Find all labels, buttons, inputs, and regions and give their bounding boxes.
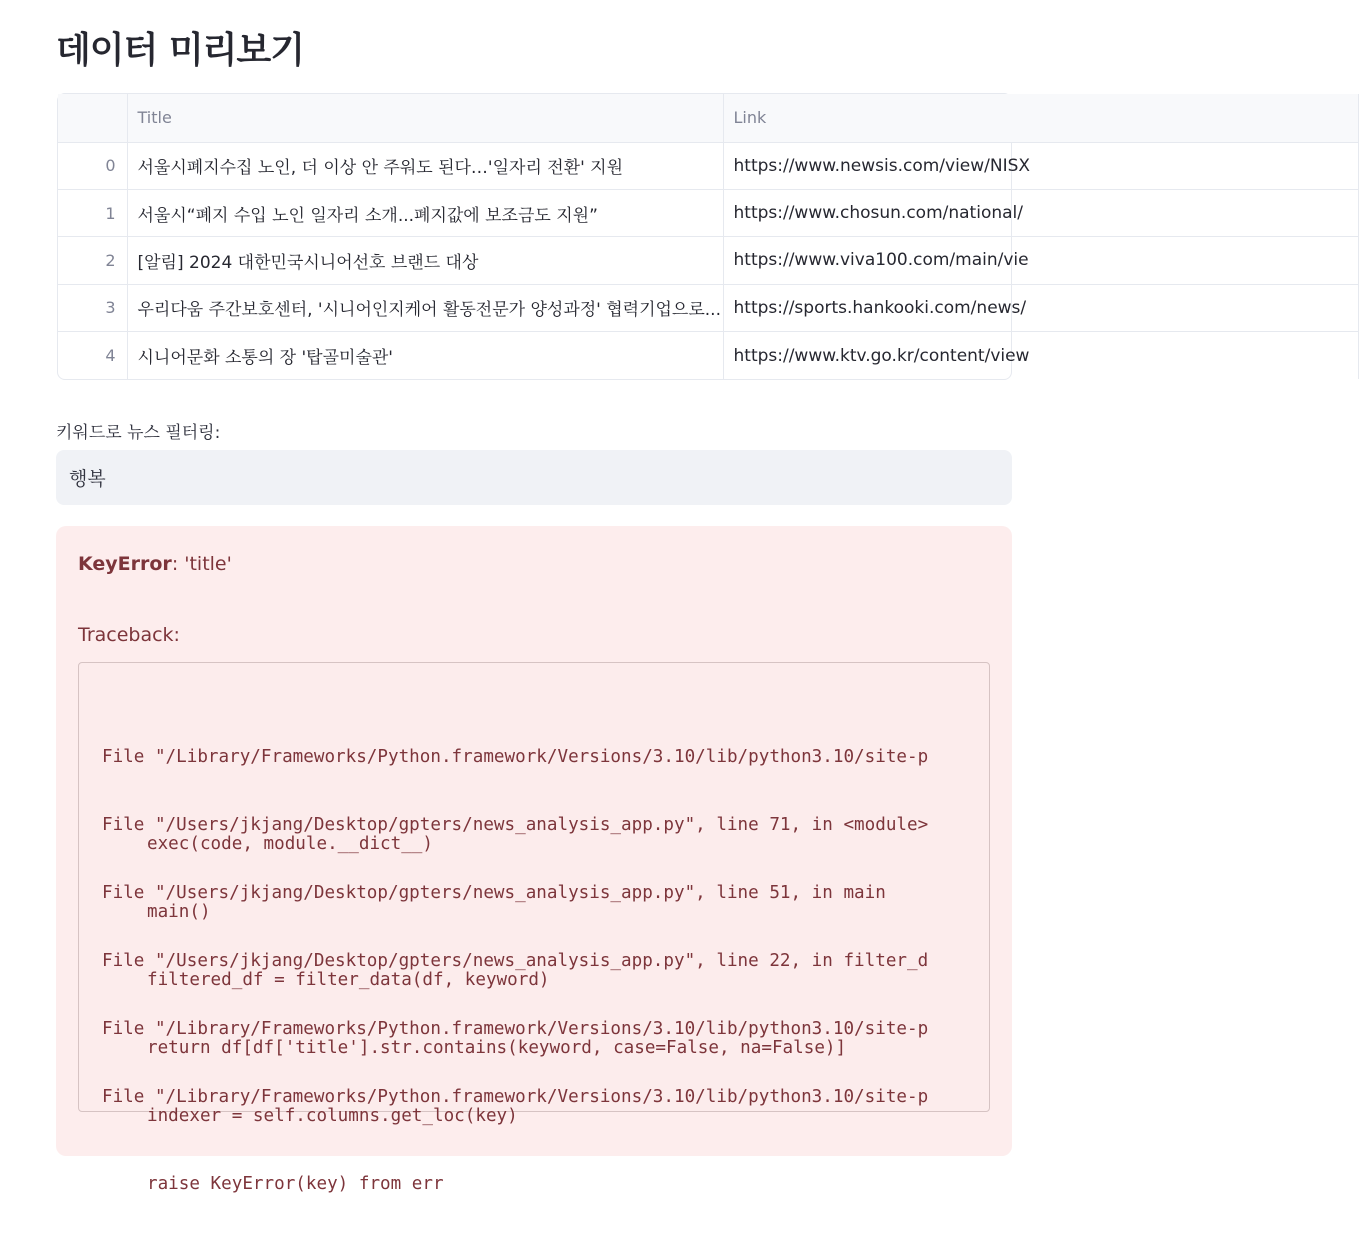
cell-link[interactable]: https://www.ktv.go.kr/content/view (723, 332, 1358, 379)
data-preview-table[interactable] (57, 93, 1031, 380)
row-index: 3 (58, 284, 127, 331)
table-row (58, 142, 1358, 189)
keyword-filter-label: 키워드로 뉴스 필터링: (56, 423, 221, 443)
cell-link[interactable]: https://www.newsis.com/view/NISX (723, 142, 1358, 189)
error-type: KeyError (78, 553, 172, 575)
cell-link[interactable]: https://sports.hankooki.com/news/ (723, 284, 1358, 331)
cell-title[interactable]: [알림] 2024 대한민국시니어선호 브랜드 대상 (127, 237, 723, 284)
frame-code: raise KeyError(key) from err (147, 1174, 444, 1194)
table-row (58, 332, 1358, 379)
frame-code: filtered_df = filter_data(df, keyword) (147, 970, 550, 990)
row-index: 0 (58, 142, 127, 189)
cell-title[interactable]: 시니어문화 소통의 장 '탑골미술관' (127, 332, 723, 379)
cell-link[interactable]: https://www.chosun.com/national/ (723, 189, 1358, 236)
frame-code: indexer = self.columns.get_loc(key) (147, 1106, 518, 1126)
page-title: 데이터 미리보기 (56, 30, 304, 71)
table-header-row (58, 94, 1358, 142)
frame-location: File "/Library/Frameworks/Python.framework/Versions/3.10/lib/python3.10/site-p (102, 1019, 929, 1039)
frame-location: File "/Users/jkjang/Desktop/gpters/news_analysis_app.py", line 71, in <module> (102, 815, 929, 835)
row-index: 4 (58, 332, 127, 379)
traceback-label: Traceback: (78, 624, 180, 646)
error-message-box (56, 526, 1012, 1194)
frame-location: File "/Library/Frameworks/Python.framework/Versions/3.10/lib/python3.10/site-p (102, 747, 929, 767)
frame-location: File "/Users/jkjang/Desktop/gpters/news_analysis_app.py", line 22, in filter_d (102, 951, 929, 971)
column-header-title[interactable]: Title (127, 94, 723, 142)
cell-title[interactable]: 서울시폐지수집 노인, 더 이상 안 주워도 된다…'일자리 전환' 지원 (127, 142, 723, 189)
frame-code: main() (147, 902, 211, 922)
frame-code: return df[df['title'].str.contains(keyword, case=False, na=False)] (147, 1038, 847, 1058)
frame-location: File "/Users/jkjang/Desktop/gpters/news_analysis_app.py", line 51, in main (102, 883, 886, 903)
cell-title[interactable]: 우리다움 주간보호센터, '시니어인지케어 활동전문가 양성과정' 협력기업으로... (127, 284, 723, 331)
table-row (58, 189, 1358, 236)
table-row (58, 284, 1358, 331)
frame-code: exec(code, module.__dict__) (147, 834, 433, 854)
table-row (58, 237, 1358, 284)
cell-title[interactable]: 서울시“폐지 수입 노인 일자리 소개...폐지값에 보조금도 지원” (127, 189, 723, 236)
cell-link[interactable]: https://www.viva100.com/main/vie (723, 237, 1358, 284)
traceback-code-block[interactable] (78, 662, 990, 1194)
row-index: 1 (58, 189, 127, 236)
frame-location: File "/Library/Frameworks/Python.framework/Versions/3.10/lib/python3.10/site-p (102, 1087, 929, 1107)
row-index: 2 (58, 237, 127, 284)
error-heading (78, 553, 232, 575)
column-header-link[interactable]: Link (723, 94, 1358, 142)
keyword-filter-input[interactable] (56, 450, 1012, 505)
error-message: : 'title' (171, 553, 232, 575)
traceback-frame (102, 1025, 928, 1257)
column-header-index[interactable] (58, 94, 127, 142)
